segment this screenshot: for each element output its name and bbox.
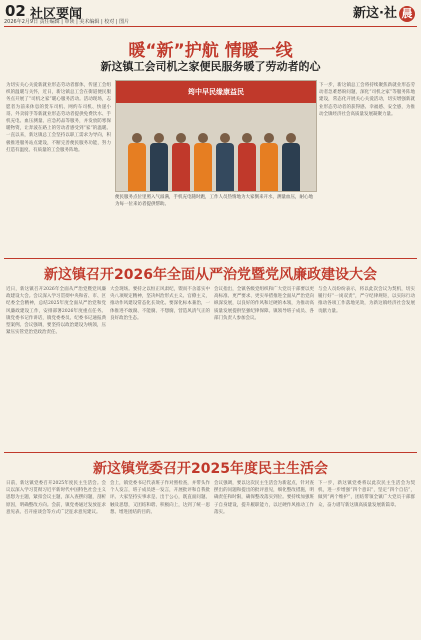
photo-person — [260, 133, 278, 191]
article3-column-3: 会议强调，要以这次民主生活会为新起点，针对查摆出的问题和提出的批评意见，细化整改措施，明确责任和时限，确保整改落实到位。要持续加强班子自身建设，提升履职能力，以过硬作风推动工作落实。 — [214, 481, 314, 515]
section-divider — [4, 258, 417, 259]
issue-meta: 2026年2月9日 责任编辑 | 审读 | 美术编辑 | 校对 | 图片 — [4, 19, 130, 25]
photo-person — [172, 133, 190, 191]
photo-person — [216, 133, 234, 191]
masthead-logo: 新这·社 晨 — [353, 2, 415, 22]
page-number: 02 — [5, 2, 26, 20]
article2-title: 新这镇召开2026年全面从严治党暨党风廉政建设大会 — [44, 267, 377, 283]
article3-column-4: 下一步，新这镇党委将以此次民主生活会为契机，进一步增强“四个意识”，坚定“四个自信”，做到“两个维护”，团结带领全镇广大党员干部群众，奋力谱写新这镇高质量发展新篇章。 — [318, 481, 415, 508]
photo-person — [150, 133, 168, 191]
article1-title: 暖“新”护航 情暖一线 — [128, 41, 293, 61]
section-title: 社区要闻 — [30, 7, 83, 22]
photo-person — [238, 133, 256, 191]
article1-column-1: 为切实关心关爱新就业形态劳动者群体，传递工会组织的温暖与关怀，近日，新这镇总工会在街道便民服务点开展了“司机之家”暖心服务活动。活动现场，志愿者为前来休息的货车司机、网约车司机、快递小哥、外卖骑手等新就业形态劳动者提供免费饮水、手机充电、血压测量、应急药品等服务，并发放防寒保暖物资，让奔波在路上的劳动者感受到“家”的温暖。一直以来，新这镇总工会坚持以职工需求为导向，积极推进服务站点建设，不断完善便民服务功能，努力打造有温度、有质量的工会服务阵地。 — [6, 83, 111, 153]
article3-column-1: 日前，新这镇党委召开2025年度民主生活会。会议以深入学习贯彻习近平新时代中国特色社会主义思想为主题，紧扣会议主题，深入查摆问题，剖析原因，明确整改方向。会前，镇党委通过发放征求意见表、召开座谈会等方式广泛征求意见建议。 — [6, 481, 106, 515]
article2-column-3: 会议指出，全镇各级党组织和广大党员干部要以更高标准、更严要求、更实举措推进全面从严治党向纵深发展，以良好的作风和过硬的本领，为推动高质量发展提供坚强纪律保障。镇领导班子成员、各部门负责人参加会议。 — [214, 287, 314, 321]
section-divider — [4, 452, 417, 453]
page-header — [0, 0, 421, 26]
photo-banner: 筠中早民缘康益民 — [116, 81, 316, 103]
article1-photo — [115, 80, 317, 192]
logo-mark-icon: 晨 — [399, 6, 415, 22]
header-rule — [4, 26, 417, 27]
article2-column-2: 大会现场。要持之以恒正风肃纪，锲而不舍落实中央八项规定精神，坚决纠治形式主义、官僚主义，推动作风建设常态化长效化。要深化标本兼治，一体推进不敢腐、不能腐、不想腐，营造风清气正的良好政治生态。 — [110, 287, 210, 321]
article2-column-4: 与会人员纷纷表示，将以此次会议为契机，切实履行好“一岗双责”，严守纪律规矩，以实际行动推动各项工作落地见效，为新这镇经济社会发展贡献力量。 — [318, 287, 415, 314]
article3-column-2: 会上，镇党委书记代表班子作对照检查，并带头作个人发言，班子成员逐一发言，开展批评和自我批评。大家坚持实事求是、出于公心，既直面问题、触及思想，又团结和谐、积极向上，达到了统一思想、增进团结的目的。 — [110, 481, 210, 515]
article1-subtitle: 新这镇工会司机之家便民服务暖了劳动者的心 — [100, 60, 321, 73]
photo-person — [282, 133, 300, 191]
article3-title: 新这镇党委召开2025年度民主生活会 — [93, 461, 328, 477]
article1-column-4: 下一步，新这镇总工会将持续聚焦新就业形态劳动者急难愁盼问题，深化“司机之家”等服务阵地建设，常态化开展关心关爱活动，切实增强新就业形态劳动者的获得感、幸福感、安全感，为推动全镇经济社会高质量发展凝聚力量。 — [319, 83, 415, 117]
photo-person — [194, 133, 212, 191]
article2-column-1: 近日，新这镇召开2026年全面从严治党暨党风廉政建设大会。会议深入学习贯彻中央和省、市、区纪委全会精神，总结2025年度全面从严治党和党风廉政建设工作，安排部署2026年度重点任务。镇党委书记作讲话，镇党委委员、纪委书记通报典型案例。会议强调，要坚持以政治建设为统领，压紧压实管党治党政治责任。 — [6, 287, 106, 336]
article1-caption: 便民服务点位里照入气溢满，手机充电随时跑，工作人员热情地为大家倒来开水，测量血压，耐心地为每一位来访者提供帮助。 — [115, 195, 313, 207]
photo-person — [128, 133, 146, 191]
